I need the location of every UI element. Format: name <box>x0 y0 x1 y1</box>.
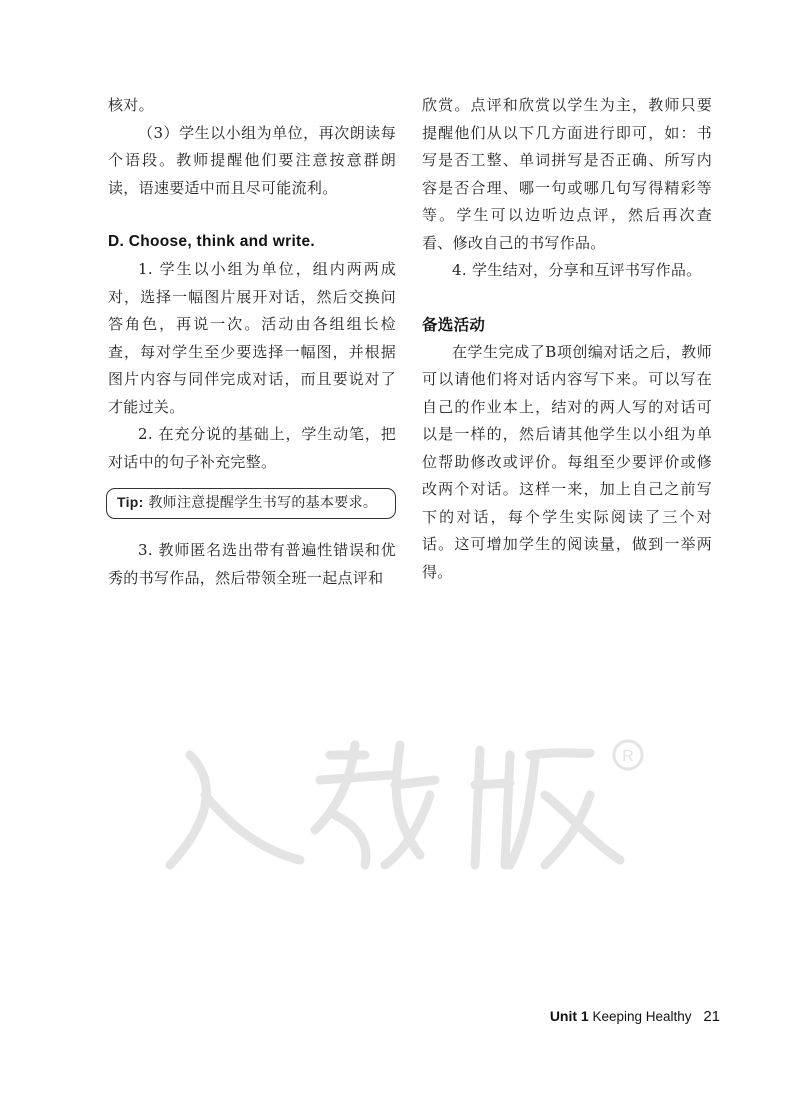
watermark-logo <box>150 715 670 885</box>
paragraph-alternative-activity: 在学生完成了B项创编对话之后，教师可以请他们将对话内容写下来。可以写在自己的作业本上，结对的两人写的对话可以是一样的，然后请其他学生以小组为单位帮助修改或评价。每组至少要评价或修改两个对话。这样一来，加上自己之前写下的对话，每个学生实际阅读了三个对话。这可增加学生的阅读量，做到一举两得。 <box>422 342 712 581</box>
paragraph-d1: 1. 学生以小组为单位，组内两两成对，选择一幅图片展开对话，然后交换问答角色，再说一次。活动由各组组长检查，每对学生至少要选择一幅图，并根据图片内容与同伴完成对话，而且要说对了才能过关。 <box>108 260 396 416</box>
tip-label: Tip: <box>117 494 144 510</box>
page-number: 21 <box>703 1008 720 1025</box>
svg-text:R: R <box>622 748 634 765</box>
paragraph-r2: 4. 学生结对，分享和互评书写作品。 <box>452 261 702 279</box>
paragraph-check: 核对。 <box>108 96 154 114</box>
paragraph-appreciation: 欣赏。点评和欣赏以学生为主，教师只要提醒他们从以下几方面进行即可，如：书写是否工整、单词拼写是否正确、所写内容是否合理、哪一句或哪几句写得精彩等等。学生可以边听边点评，然后再次查看、修改自己的书写作品。 <box>422 96 712 252</box>
footer-unit-title: Keeping Healthy <box>592 1009 692 1024</box>
page-footer <box>520 1008 720 1025</box>
right-column <box>422 92 712 586</box>
section-d-heading: D. Choose, think and write. <box>108 233 316 250</box>
tip-text: 教师注意提醒学生书写的基本要求。 <box>148 495 378 511</box>
paragraph-read-aloud: （3）学生以小组为单位，再次朗读每个语段。教师提醒他们要注意按意群朗读，语速要适中而且尽可能流利。 <box>108 123 396 197</box>
paragraph-d3: 3. 教师匿名选出带有普遍性错误和优秀的书写作品，然后带领全班一起点评和 <box>108 541 396 587</box>
tip-box <box>106 488 396 519</box>
footer-unit-label: Unit 1 <box>549 1008 589 1024</box>
left-column <box>108 92 396 592</box>
paragraph-d2: 2. 在充分说的基础上，学生动笔，把对话中的句子补充完整。 <box>108 425 396 471</box>
alternative-activity-heading: 备选活动 <box>422 315 486 334</box>
